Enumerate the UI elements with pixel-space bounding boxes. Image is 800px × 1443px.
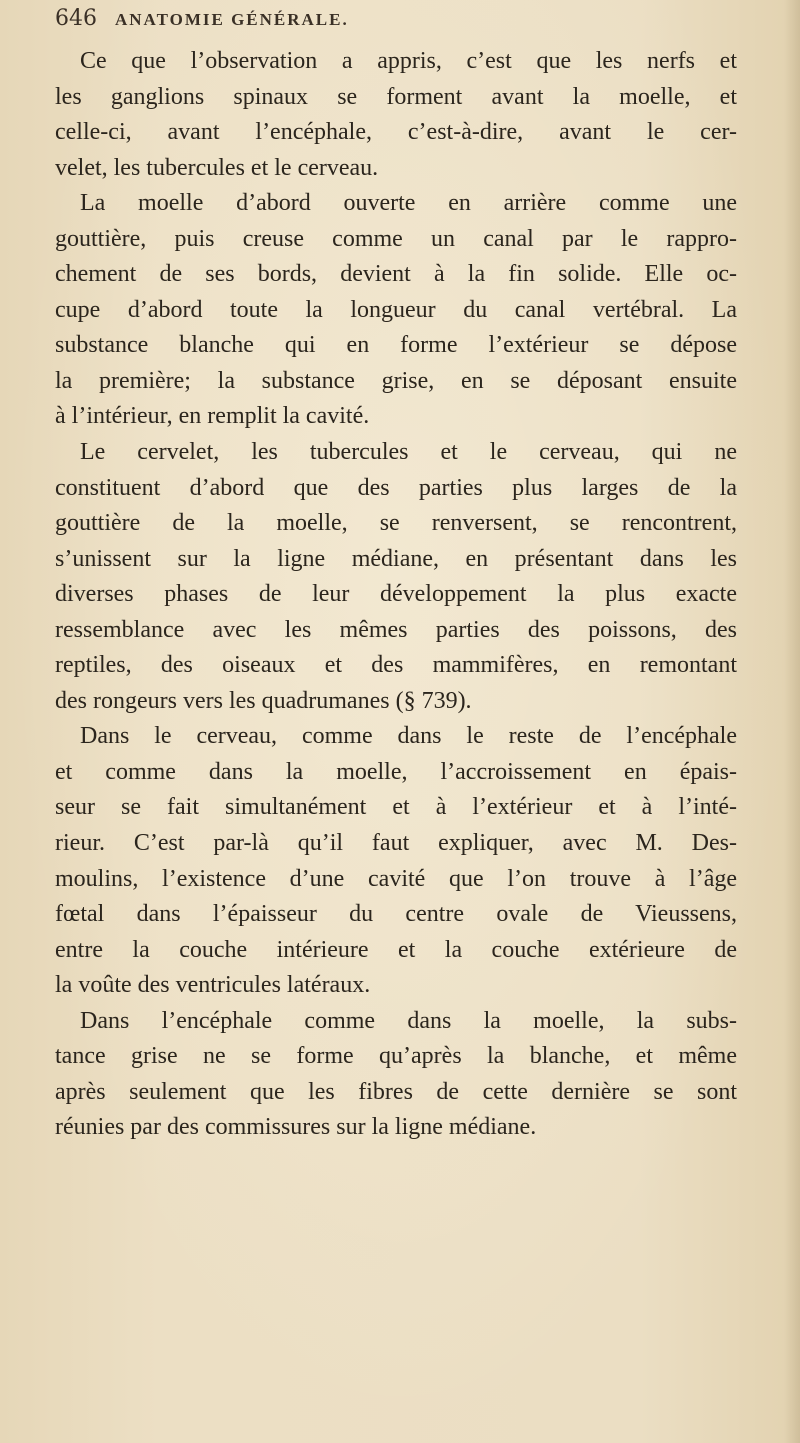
text-line: celle-ci, avant l’encéphale, c’est-à-dire, avant le cer- (55, 119, 737, 146)
text-line: chement de ses bords, devient à la fin solide. Elle oc- (55, 261, 737, 288)
text-line: ressemblance avec les mêmes parties des poissons, des (55, 616, 737, 643)
text-line: constituent d’abord que des parties plus larges de la (55, 474, 737, 501)
running-head: ANATOMIE GÉNÉRALE. (115, 10, 349, 29)
body-text (55, 44, 737, 1146)
text-line: s’unissent sur la ligne médiane, en présentant dans les (55, 545, 737, 572)
page-header (55, 6, 755, 46)
page-number: 646 (55, 6, 97, 31)
text-line: gouttière, puis creuse comme un canal par le rappro- (55, 225, 737, 252)
text-line: Dans le cerveau, comme dans le reste de l’encéphale (80, 723, 737, 750)
page-edge-shadow (784, 0, 800, 1443)
text-line: Dans l’encéphale comme dans la moelle, la subs- (80, 1007, 737, 1034)
text-line: substance blanche qui en forme l’extérieur se dépose (55, 332, 737, 359)
text-line: moulins, l’existence d’une cavité que l’on trouve à l’âge (55, 865, 737, 892)
text-line: et comme dans la moelle, l’accroissement en épais- (55, 758, 737, 785)
text-line: velet, les tubercules et le cerveau. (55, 154, 379, 181)
text-line: la première; la substance grise, en se déposant ensuite (55, 367, 737, 394)
text-line: gouttière de la moelle, se renversent, se rencontrent, (55, 510, 737, 537)
text-line: La moelle d’abord ouverte en arrière comme une (80, 190, 737, 217)
text-line: fœtal dans l’épaisseur du centre ovale de Vieussens, (55, 901, 737, 928)
text-line: rieur. C’est par-là qu’il faut expliquer, avec M. Des- (55, 830, 737, 857)
text-line: tance grise ne se forme qu’après la blanche, et même (55, 1043, 737, 1070)
text-line: cupe d’abord toute la longueur du canal vertébral. La (55, 296, 737, 323)
text-line: des rongeurs vers les quadrumanes (§ 739). (55, 687, 472, 714)
text-line: seur se fait simultanément et à l’extérieur et à l’inté- (55, 794, 737, 821)
text-line: après seulement que les fibres de cette dernière se sont (55, 1078, 737, 1105)
text-line: entre la couche intérieure et la couche extérieure de (55, 936, 737, 963)
text-line: réunies par des commissures sur la ligne médiane. (55, 1114, 537, 1141)
text-line: Le cervelet, les tubercules et le cerveau, qui ne (80, 439, 737, 466)
text-line: Ce que l’observation a appris, c’est que les nerfs et (80, 48, 737, 74)
text-line: la voûte des ventricules latéraux. (55, 972, 371, 999)
text-line: diverses phases de leur développement la plus exacte (55, 581, 737, 608)
text-line: à l’intérieur, en remplit la cavité. (55, 403, 370, 430)
text-line: les ganglions spinaux se forment avant la moelle, et (55, 83, 737, 110)
text-line: reptiles, des oiseaux et des mammifères, en remontant (55, 652, 737, 679)
